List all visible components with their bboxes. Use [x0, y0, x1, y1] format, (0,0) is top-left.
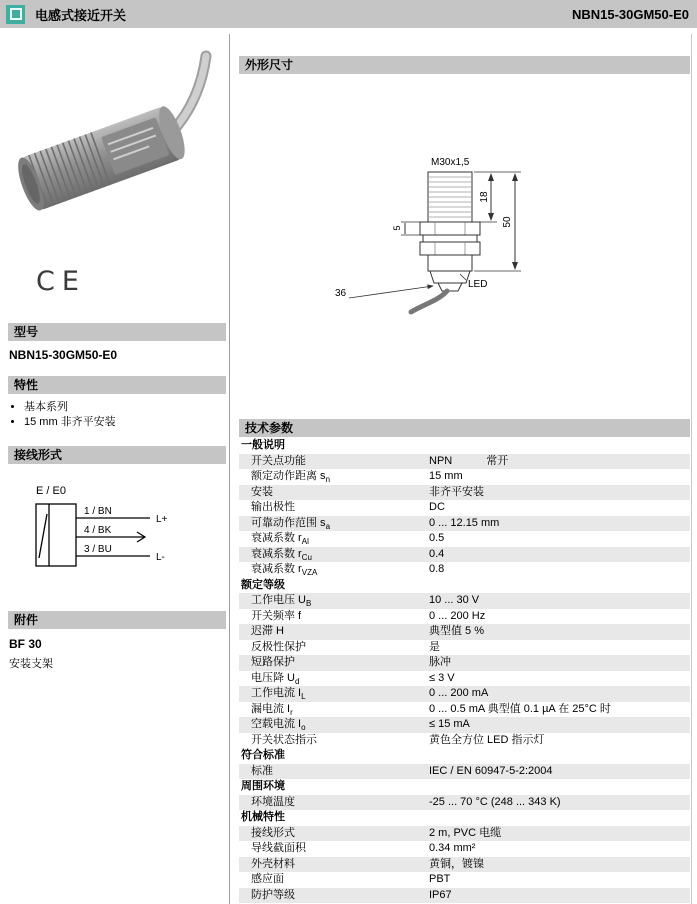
tech-row-label: 感应面 [251, 873, 284, 885]
tech-row-label: 开关点功能 [251, 454, 306, 467]
accessories-heading: 附件 [8, 611, 226, 629]
tech-row [239, 469, 690, 485]
tech-row-label: 标准 [251, 764, 273, 777]
connection-heading: 接线形式 [8, 446, 226, 464]
tech-table [239, 438, 690, 903]
right-column [239, 56, 690, 903]
sensor-housing [428, 255, 472, 271]
sensor-body [13, 103, 190, 213]
tech-row-label: 开关频率 f [251, 609, 302, 622]
tech-row-label: 安装 [251, 485, 273, 498]
dim5-label: 5 [392, 225, 402, 231]
tech-heading: 技术参数 [239, 419, 690, 437]
tech-row-value: 0.4 [429, 547, 445, 560]
tech-row-label: 输出极性 [251, 501, 295, 513]
tech-row-label: 空载电流 $I_o$ [251, 718, 306, 733]
tech-row-value: ≤ 15 mA [429, 718, 470, 730]
dim18-label: 18 [479, 191, 490, 203]
dim50-label: 50 [502, 216, 513, 228]
tech-row-value: 典型值 5 % [429, 625, 485, 637]
page-title: 电感式接近开关 [35, 7, 127, 23]
tech-row [239, 500, 690, 516]
tech-row [239, 655, 690, 671]
tech-row-value: 0 ... 12.15 mm [429, 516, 500, 529]
tech-row-label: 迟滞 H [251, 625, 284, 637]
pf-cube-icon [6, 5, 25, 24]
tech-row [239, 733, 690, 749]
tech-row [239, 702, 690, 718]
product-photo [8, 46, 220, 254]
tech-row-value2: 常开 [486, 454, 509, 467]
tech-row-value: IP67 [429, 888, 452, 901]
ce-mark: CE [36, 266, 86, 297]
tech-row-value: 是 [429, 640, 440, 653]
dim5-ext-lines [401, 222, 420, 235]
tech-section: 符合标准 [241, 749, 285, 761]
tech-row-value: -25 ... 70 °C (248 ... 343 K) [429, 795, 561, 808]
tech-row-value: PBT [429, 873, 451, 885]
tech-row-label: 衰减系数 $r_{Al}$ [251, 532, 309, 547]
tech-row-value: 0.8 [429, 563, 445, 575]
tech-row-value: 脉冲 [429, 656, 451, 668]
model-value: NBN15-30GM50-E0 [9, 348, 118, 362]
tech-row [239, 624, 690, 640]
wiring-diagram-svg [8, 478, 213, 590]
tech-row-value: NPN 常开 [429, 454, 690, 470]
tech-section: 周围环境 [241, 780, 285, 792]
tech-row-label: 导线截面积 [251, 842, 306, 854]
dimensions-heading: 外形尺寸 [239, 56, 690, 74]
wiring-type-label: E / E0 [36, 485, 66, 497]
tech-row-label: 防护等级 [251, 888, 295, 901]
tech-row [239, 609, 690, 625]
tech-row [239, 516, 690, 532]
tech-row [239, 640, 690, 656]
hex-nut-2 [420, 242, 480, 255]
tech-row-label: 漏电流 $I_r$ [251, 702, 293, 717]
tech-row-value: DC [429, 501, 445, 513]
tech-row-label: 接线形式 [251, 826, 295, 839]
tech-row [239, 795, 690, 811]
dimension-drawing-svg [239, 74, 690, 419]
sensor-symbol-box [36, 504, 76, 566]
feature-item: • 15 mm 非齐平安装 [24, 415, 226, 430]
tech-row-value: 0 ... 200 mA [429, 687, 489, 699]
tech-row-label: 工作电压 $U_B$ [251, 594, 312, 609]
tech-row-value: 黄色全方位 LED 指示灯 [429, 733, 545, 746]
tech-row-label: 额定动作距离 $s_n$ [251, 470, 331, 485]
end-cap [430, 271, 470, 283]
part-number: NBN15-30GM50-E0 [571, 6, 689, 22]
cable-gland [438, 283, 462, 291]
terminal-minus-label: L- [156, 552, 165, 563]
dimension-drawing [239, 74, 690, 419]
page-right-border [691, 34, 692, 904]
tech-row [239, 454, 690, 470]
tech-row-label: 工作电流 $I_L$ [251, 687, 306, 702]
tech-row [239, 826, 690, 842]
feature-item: • 基本系列 [24, 400, 226, 415]
tech-row-label: 环境温度 [251, 795, 295, 808]
tech-section: 额定等级 [241, 578, 285, 591]
tech-section: 机械特性 [241, 811, 285, 823]
tech-row-label: 电压降 $U_d$ [251, 671, 300, 686]
tech-row-value: 15 mm [429, 470, 463, 482]
tech-row-value: 2 m, PVC 电缆 [429, 826, 502, 839]
tech-row [239, 485, 690, 501]
tech-row-label: 外壳材料 [251, 857, 295, 870]
hex-nut-1 [420, 222, 480, 235]
led-label: LED [468, 279, 488, 290]
tech-row-label: 衰减系数 $r_{Cu}$ [251, 547, 312, 562]
features-list [8, 400, 226, 430]
tech-row [239, 717, 690, 733]
tech-row-label: 衰减系数 $r_{VZA}$ [251, 563, 318, 578]
tech-row-label: 短路保护 [251, 656, 295, 668]
thread-dim-label: M30x1,5 [431, 157, 470, 168]
tech-row-value: 0 ... 0.5 mA 典型值 0.1 µA 在 25°C 时 [429, 702, 611, 715]
dim50-ext-lines [474, 172, 521, 271]
tech-row [239, 857, 690, 873]
tech-row-label: 可靠动作范围 $s_a$ [251, 516, 331, 531]
tech-row [239, 841, 690, 857]
cable-stub [411, 291, 447, 312]
tech-row-value: 0.5 [429, 532, 445, 544]
tech-row [239, 872, 690, 888]
tech-row [239, 764, 690, 780]
dim36-label: 36 [335, 288, 347, 299]
product-photo-svg [8, 46, 220, 251]
tech-row [239, 593, 690, 609]
header-bar [0, 0, 697, 28]
accessory-name: BF 30 [9, 637, 42, 651]
tech-section: 一般说明 [241, 439, 285, 451]
tech-row-label: 开关状态指示 [251, 733, 317, 746]
tech-row-label: 反极性保护 [251, 640, 306, 653]
terminal-plus-label: L+ [156, 514, 168, 525]
tech-row [239, 531, 690, 547]
tech-row [239, 547, 690, 563]
tech-row-value: IEC / EN 60947-5-2:2004 [429, 764, 553, 777]
tech-row-value: 0.34 mm² [429, 842, 476, 854]
tech-row [239, 671, 690, 687]
column-divider [229, 34, 230, 904]
tech-row-value: 10 ... 30 V [429, 594, 480, 606]
tech-row [239, 888, 690, 904]
washer [423, 235, 477, 242]
wire-bk-label: 4 / BK [84, 525, 112, 536]
features-heading: 特性 [8, 376, 226, 394]
tech-row [239, 686, 690, 702]
tech-row-value: 黄铜，镀镍 [429, 857, 484, 870]
tech-row-value: 0 ... 200 Hz [429, 609, 486, 622]
wiring-diagram [8, 478, 226, 593]
dim36-leader [349, 286, 433, 298]
wire-bu-label: 3 / BU [84, 544, 112, 555]
left-column [8, 36, 226, 677]
model-heading: 型号 [8, 323, 226, 341]
pf-cube-inner [10, 8, 22, 20]
accessory-desc: 安装支架 [9, 658, 53, 670]
tech-row-value: 非齐平安装 [429, 485, 484, 498]
tech-row-value: ≤ 3 V [429, 671, 455, 684]
tech-row [239, 562, 690, 578]
wire-bn-label: 1 / BN [84, 506, 112, 517]
